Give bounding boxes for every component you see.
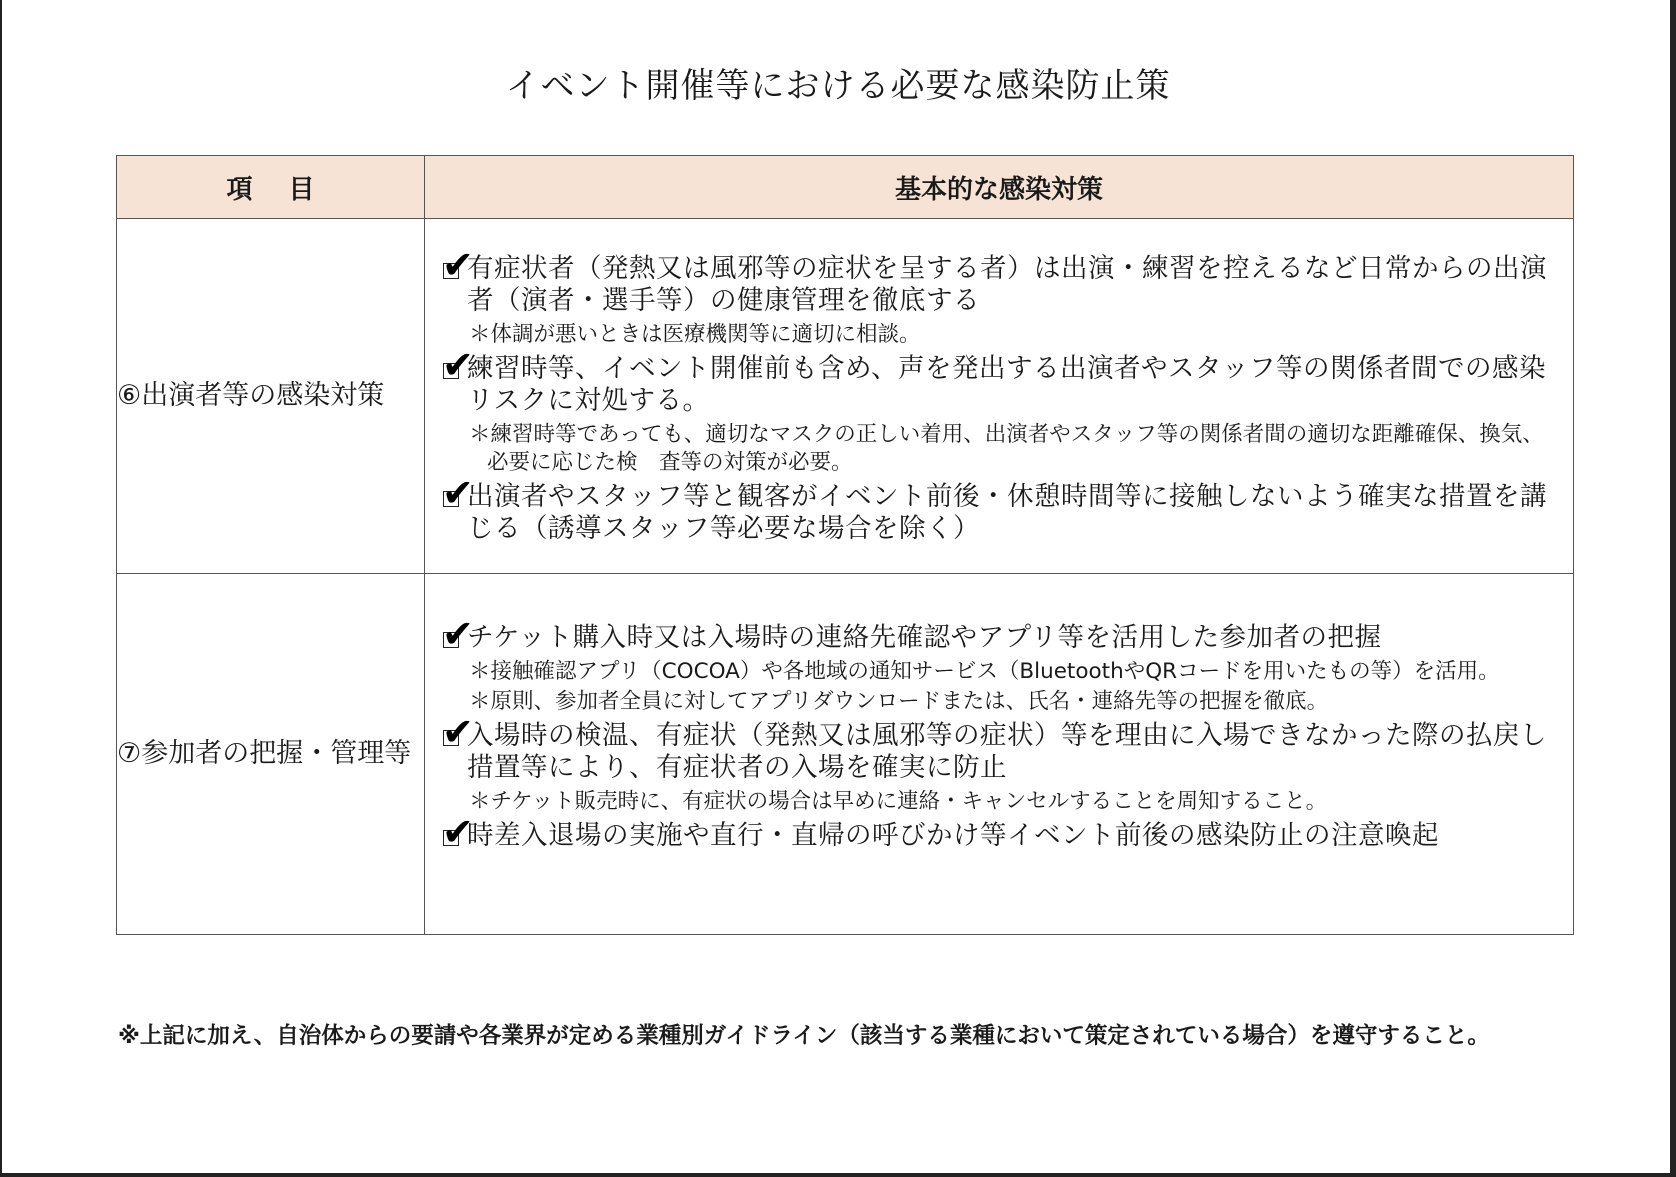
measure-item [441,612,1563,656]
measure-note: ＊接触確認アプリ（COCOA）や各地域の通知サービス（BluetoothやQRコードを用いたもの等）を活用。 [469,659,1500,684]
measures-cell [425,574,1574,935]
measure-text: 出演者やスタッフ等と観客がイベント前後・休憩時間等に接触しないよう確実な措置を講じる（誘導スタッフ等必要な場合を除く） [467,481,1547,544]
item-cell: ⑦参加者の把握・管理等 [117,574,425,935]
checked-checkbox-icon [442,612,475,656]
measure-note: ＊体調が悪いときは医療機関等に適切に相談。 [469,322,921,347]
measure-note: ＊原則、参加者全員に対してアプリダウンロードまたは、氏名・連絡先等の把握を徹底。 [469,689,1329,714]
measure-item [441,710,1563,784]
item-cell: ⑥出演者等の感染対策 [117,219,425,574]
checkmark-icon: ✔ [442,243,475,287]
measure-text: 有症状者（発熱又は風邪等の症状を呈する者）は出演・練習を控えるなど日常からの出演者（演者・選手等）の健康管理を徹底する [467,253,1547,316]
measure-text: 時差入退場の実施や直行・直帰の呼びかけ等イベント前後の感染防止の注意喚起 [467,820,1439,851]
header-measures: 基本的な感染対策 [425,156,1574,219]
measure-item [441,343,1563,417]
measure-note: ＊チケット販売時に、有症状の場合は早めに連絡・キャンセルすることを周知すること。 [469,789,1328,814]
checked-checkbox-icon [442,710,475,754]
measure-list [425,219,1573,545]
checked-checkbox-icon [442,343,475,387]
table-header-row [117,156,1574,219]
footer-note: ※上記に加え、自治体からの要請や各業界が定める業種別ガイドライン（該当する業種において策定されている場合）を遵守すること。 [118,1023,1490,1049]
checkmark-icon: ✔ [442,810,475,854]
page-title: イベント開催等における必要な感染防止策 [505,66,1171,106]
measure-text: 入場時の検温、有症状（発熱又は風邪等の症状）等を理由に入場できなかった際の払戻し措置等により、有症状者の入場を確実に防止 [467,720,1547,783]
table-row [117,219,1574,574]
checked-checkbox-icon [442,471,475,515]
checkmark-icon: ✔ [442,343,475,387]
checkmark-icon: ✔ [442,612,475,656]
checked-checkbox-icon [442,810,475,854]
measure-item [441,243,1563,317]
table-body [117,219,1574,935]
checked-checkbox-icon [442,243,475,287]
measure-item [441,810,1563,854]
header-item: 項目 [117,156,425,219]
table-row [117,574,1574,935]
measure-note: ＊練習時等であっても、適切なマスクの正しい着用、出演者やスタッフ等の関係者間の適切な距離確保、換気、必要に応じた検 査等の対策が必要。 [469,422,1544,475]
measure-text: 練習時等、イベント開催前も含め、声を発出する出演者やスタッフ等の関係者間での感染リスクに対処する。 [467,353,1546,416]
checkmark-icon: ✔ [442,471,475,515]
measure-item [441,471,1563,545]
measure-list [425,574,1573,852]
measure-text: チケット購入時又は入場時の連絡先確認やアプリ等を活用した参加者の把握 [467,622,1382,653]
measures-cell [425,219,1574,574]
measures-table [116,155,1574,935]
checkmark-icon: ✔ [442,710,475,754]
